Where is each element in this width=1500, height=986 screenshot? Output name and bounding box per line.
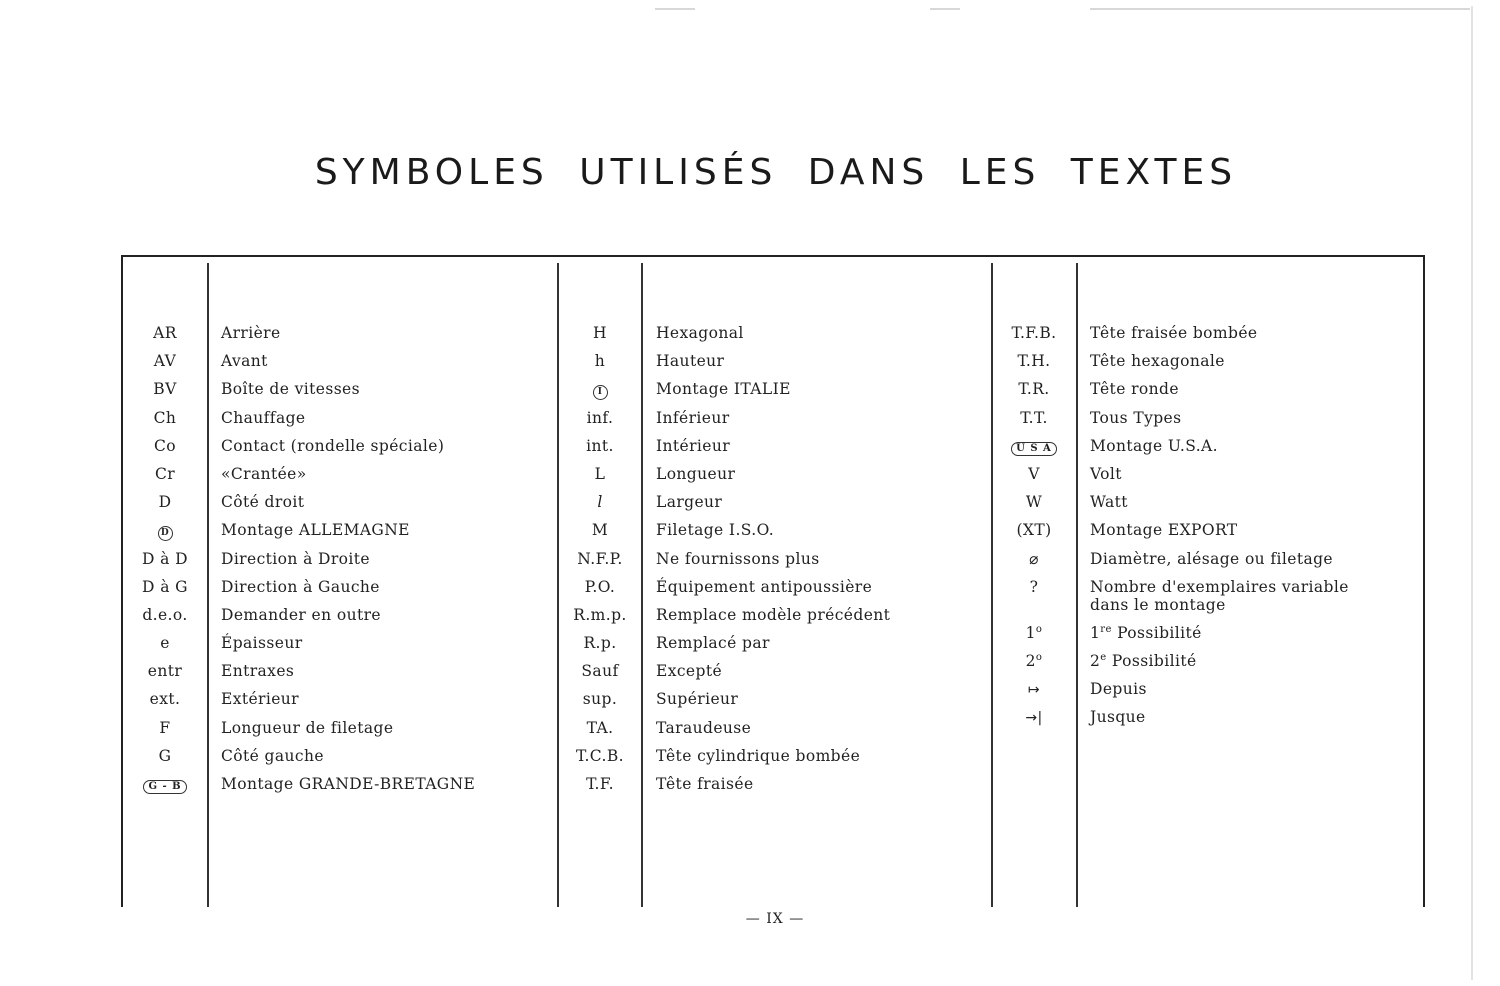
definition-cell: [221, 690, 299, 708]
table-row: [124, 348, 554, 376]
table-row: [124, 630, 554, 658]
symbol-cell: [560, 409, 640, 427]
definition-text: Équipement antipoussière: [656, 577, 873, 596]
symbol-cell: [124, 409, 206, 427]
symbol-cell: [560, 747, 640, 765]
scan-mark: [930, 8, 960, 10]
symbol-cell: [124, 719, 206, 737]
definition-text: Côté gauche: [221, 746, 324, 765]
table-row: [560, 771, 988, 799]
symbol-cell: [994, 409, 1074, 427]
symbol-cell: [124, 380, 206, 398]
symbol-cell: [124, 606, 206, 624]
definition-cell: [656, 437, 730, 455]
definition-text: Contact (rondelle spéciale): [221, 436, 445, 455]
table-row: [994, 517, 1422, 545]
definition-text: Arrière: [221, 324, 281, 342]
symbol-cell: [994, 708, 1074, 726]
table-row: [994, 405, 1422, 433]
symbol-cell: [994, 680, 1074, 698]
table-row: [560, 602, 988, 630]
table-row: [124, 574, 554, 602]
symbol-cell: [994, 324, 1074, 342]
symbol-text: d.e.o.: [142, 605, 188, 624]
definition-cell: [656, 775, 754, 793]
definition-text: Longueur: [656, 464, 736, 483]
definition-text: Filetage I.S.O.: [656, 521, 775, 540]
country-badge: I: [593, 385, 608, 400]
definition-cell: [1090, 493, 1128, 511]
definition-text: Direction à Gauche: [221, 577, 380, 596]
definition-cell: [1090, 380, 1179, 398]
definition-text: Montage U.S.A.: [1090, 436, 1218, 455]
definition-cell: [1090, 465, 1122, 483]
column-divider: [991, 263, 993, 907]
definition-cell: [1090, 324, 1257, 342]
symbol-cell: [124, 690, 206, 708]
definition-cell: [221, 775, 475, 793]
definition-text: Taraudeuse: [656, 718, 752, 737]
definition-cell: [1090, 624, 1202, 642]
symbols-column-1: [124, 320, 554, 799]
definition-text: Tête fraisée bombée: [1090, 324, 1258, 342]
definition-cell: [221, 437, 444, 455]
symbol-text: inf.: [586, 408, 614, 427]
definition-text: Volt: [1090, 464, 1122, 483]
table-row: [124, 602, 554, 630]
symbol-cell: [124, 634, 206, 652]
symbol-text: Co: [154, 436, 176, 455]
table-row: [560, 574, 988, 602]
definition-cell: [1090, 708, 1146, 726]
definition-text: Possibilité: [1106, 652, 1197, 671]
table-row: [560, 489, 988, 517]
symbol-text: BV: [153, 380, 177, 399]
definition-text: Épaisseur: [221, 634, 303, 653]
symbol-cell: [994, 521, 1074, 539]
symbol-text: D à D: [142, 549, 188, 568]
symbol-text: T.F.B.: [1011, 324, 1057, 342]
definition-cell: [221, 493, 304, 511]
definition-text: Largeur: [656, 493, 723, 512]
definition-text: Jusque: [1090, 708, 1146, 727]
arrow-icon: →|: [1025, 710, 1043, 727]
definition-text: Depuis: [1090, 680, 1147, 699]
definition-cell: [221, 465, 307, 483]
definition-cell: [221, 521, 410, 539]
definition-text: Direction à Droite: [221, 549, 370, 568]
symbol-cell: [560, 634, 640, 652]
definition-cell: [1090, 521, 1238, 539]
page-title: SYMBOLES UTILISÉS DANS LES TEXTES: [314, 152, 1238, 193]
definition-cell: [1090, 652, 1197, 670]
table-row: [124, 715, 554, 743]
definition-text-line2: dans le montage: [1090, 595, 1226, 614]
definition-text: Tête cylindrique bombée: [656, 746, 861, 765]
definition-number: 1: [1090, 623, 1101, 642]
definition-cell: [221, 352, 268, 370]
definition-cell: [221, 606, 381, 624]
table-row: [124, 461, 554, 489]
symbol-text: AV: [153, 352, 177, 371]
symbol-text: T.H.: [1017, 352, 1051, 371]
table-row: [560, 517, 988, 545]
scan-mark: [1090, 8, 1470, 10]
table-row: [124, 433, 554, 461]
definition-text: Supérieur: [656, 690, 739, 709]
table-row: [124, 743, 554, 771]
definition-text: Avant: [221, 352, 268, 371]
symbol-text: int.: [586, 436, 614, 455]
symbol-text: W: [1025, 493, 1043, 512]
country-badge: U S A: [1011, 442, 1057, 456]
definition-text: Demander en outre: [221, 605, 381, 624]
country-badge: G - B: [143, 780, 186, 794]
table-row: [994, 489, 1422, 517]
definition-text: Inférieur: [656, 408, 730, 427]
table-row: [994, 348, 1422, 376]
definition-text: Excepté: [656, 662, 723, 681]
table-row: [560, 348, 988, 376]
symbol-cell: [560, 606, 640, 624]
symbol-text: R.p.: [583, 634, 617, 653]
symbol-cell: [560, 719, 640, 737]
definition-cell: [656, 465, 735, 483]
symbol-cell: [124, 493, 206, 511]
definition-text: Montage GRANDE-BRETAGNE: [221, 775, 476, 793]
table-row: [124, 771, 554, 799]
definition-text: Tête hexagonale: [1090, 352, 1225, 371]
definition-cell: [221, 747, 324, 765]
symbol-text: (XT): [1016, 521, 1052, 540]
symbol-cell: [124, 662, 206, 680]
definition-text: Intérieur: [656, 436, 731, 455]
table-row: [560, 658, 988, 686]
symbol-cell: [560, 550, 640, 568]
table-row: [560, 546, 988, 574]
definition-text: Boîte de vitesses: [221, 380, 360, 399]
symbol-cell: [560, 465, 640, 483]
definition-cell: [221, 662, 294, 680]
table-row: [560, 743, 988, 771]
definition-cell: [1090, 578, 1349, 614]
symbol-text: T.F.: [586, 775, 614, 793]
definition-text: Montage ITALIE: [656, 380, 791, 399]
symbol-text: D à G: [142, 577, 188, 596]
definition-cell: [221, 578, 380, 596]
symbol-cell: [560, 578, 640, 596]
symbol-cell: [124, 747, 206, 765]
table-row: [560, 376, 988, 404]
symbol-cell: [124, 352, 206, 370]
table-row: [124, 489, 554, 517]
definition-number: 2: [1090, 652, 1101, 671]
symbol-cell: [124, 775, 206, 794]
symbol-text: ?: [1029, 577, 1039, 596]
definition-text: Hauteur: [656, 352, 725, 371]
symbol-text: TA.: [586, 718, 614, 737]
table-row: [560, 320, 988, 348]
definition-cell: [1090, 680, 1147, 698]
symbol-cell: [994, 352, 1074, 370]
table-row: [994, 546, 1422, 574]
definition-cell: [221, 719, 393, 737]
definition-cell: [656, 380, 791, 398]
symbol-text: Sauf: [581, 662, 619, 681]
symbol-cell: [560, 352, 640, 370]
symbol-cell: [994, 624, 1074, 642]
table-row: [124, 658, 554, 686]
symbol-cell: [560, 380, 640, 400]
table-row: [560, 433, 988, 461]
definition-cell: [221, 409, 305, 427]
definition-cell: [656, 719, 751, 737]
definition-text: «Crantée»: [221, 464, 307, 483]
definition-text: Montage ALLEMAGNE: [221, 521, 410, 540]
definition-text: Montage EXPORT: [1090, 521, 1238, 540]
symbol-text: D: [158, 493, 172, 512]
definition-text: Côté droit: [221, 493, 305, 512]
symbol-text: H: [593, 324, 607, 342]
symbol-text: G: [158, 746, 172, 765]
definition-cell: [221, 324, 281, 342]
symbols-column-3: [994, 320, 1422, 732]
country-badge: D: [158, 526, 173, 541]
table-row: [560, 630, 988, 658]
symbol-cell: [994, 493, 1074, 511]
symbol-cell: [124, 550, 206, 568]
symbol-superscript: o: [1035, 623, 1043, 635]
definition-text: Longueur de filetage: [221, 718, 394, 737]
definition-cell: [1090, 409, 1181, 427]
symbol-cell: [994, 465, 1074, 483]
symbol-text: L: [594, 464, 606, 483]
table-row: [994, 704, 1422, 732]
column-divider: [557, 263, 559, 907]
definition-cell: [221, 634, 303, 652]
symbol-cell: [124, 324, 206, 342]
definition-cell: [656, 662, 722, 680]
symbol-text: P.O.: [584, 577, 616, 596]
definition-text: Tête ronde: [1090, 380, 1179, 399]
table-row: [124, 686, 554, 714]
definition-cell: [656, 690, 738, 708]
definition-text: Diamètre, alésage ou filetage: [1090, 549, 1333, 568]
table-row: [124, 320, 554, 348]
symbol-text: ext.: [149, 690, 181, 709]
definition-text: Tous Types: [1090, 408, 1182, 427]
definition-cell: [656, 634, 770, 652]
symbols-column-2: [560, 320, 988, 799]
table-row: [560, 686, 988, 714]
table-row: [124, 546, 554, 574]
definition-cell: [656, 578, 872, 596]
symbol-text: entr: [147, 662, 183, 681]
definition-cell: [656, 550, 820, 568]
symbol-text: l: [597, 493, 603, 512]
table-row: [994, 433, 1422, 461]
definition-text: Nombre d'exemplaires variable: [1090, 577, 1349, 596]
symbol-text: T.R.: [1018, 380, 1050, 399]
symbol-cell: [994, 578, 1074, 596]
table-row: [994, 376, 1422, 404]
symbol-number: 2: [1025, 652, 1036, 671]
symbol-cell: [560, 521, 640, 539]
table-row: [560, 461, 988, 489]
symbol-cell: [994, 550, 1074, 568]
definition-cell: [656, 606, 890, 624]
table-row: [994, 648, 1422, 676]
table-row: [994, 620, 1422, 648]
table-row: [124, 405, 554, 433]
symbol-text: F: [159, 718, 171, 737]
symbol-text: T.C.B.: [576, 746, 624, 765]
definition-text: Remplacé par: [656, 634, 770, 653]
symbol-cell: [994, 380, 1074, 398]
symbol-text: T.T.: [1020, 408, 1048, 427]
symbol-text: V: [1028, 464, 1040, 483]
symbol-cell: [124, 465, 206, 483]
symbol-cell: [560, 690, 640, 708]
definition-cell: [1090, 550, 1333, 568]
symbol-text: ⌀: [1029, 549, 1039, 568]
table-row: [560, 715, 988, 743]
definition-text: Remplace modèle précédent: [656, 605, 891, 624]
definition-cell: [656, 493, 722, 511]
definition-cell: [221, 380, 360, 398]
symbol-superscript: o: [1035, 651, 1043, 663]
definition-cell: [656, 521, 774, 539]
definition-superscript: e: [1100, 651, 1107, 663]
definition-text: Chauffage: [221, 408, 306, 427]
symbol-number: 1: [1025, 623, 1036, 642]
symbol-cell: [994, 437, 1074, 456]
definition-text: Entraxes: [221, 662, 295, 681]
scan-mark: [655, 8, 695, 10]
symbol-text: Ch: [153, 408, 177, 427]
definition-text: Extérieur: [221, 690, 299, 709]
symbol-cell: [560, 493, 640, 511]
arrow-icon: ↦: [1027, 682, 1041, 699]
definition-cell: [221, 550, 370, 568]
symbol-cell: [124, 578, 206, 596]
symbol-text: e: [160, 634, 170, 653]
table-row: [124, 376, 554, 404]
definition-text: Hexagonal: [656, 324, 744, 342]
definition-cell: [656, 352, 724, 370]
definition-cell: [656, 409, 730, 427]
definition-text: Tête fraisée: [656, 775, 754, 793]
definition-cell: [656, 324, 744, 342]
symbol-cell: [560, 437, 640, 455]
definition-cell: [656, 747, 860, 765]
symbol-cell: [560, 324, 640, 342]
table-row: [994, 574, 1422, 620]
symbol-text: M: [591, 521, 609, 540]
symbol-cell: [124, 437, 206, 455]
definition-text: Possibilité: [1111, 623, 1202, 642]
definition-cell: [1090, 352, 1225, 370]
definition-cell: [1090, 437, 1218, 455]
symbol-text: sup.: [582, 690, 618, 709]
symbol-text: AR: [153, 324, 177, 342]
table-row: [994, 676, 1422, 704]
table-row: [560, 405, 988, 433]
symbol-text: Cr: [154, 464, 176, 483]
table-row: [994, 320, 1422, 348]
definition-superscript: re: [1100, 623, 1112, 635]
definition-text: Watt: [1090, 493, 1128, 512]
symbol-text: R.m.p.: [573, 605, 627, 624]
symbol-cell: [994, 652, 1074, 670]
symbol-text: h: [594, 352, 606, 371]
page-number: — IX —: [745, 911, 805, 927]
table-row: [124, 517, 554, 545]
symbol-cell: [560, 662, 640, 680]
symbol-text: N.F.P.: [577, 549, 623, 568]
table-row: [994, 461, 1422, 489]
symbol-cell: [560, 775, 640, 793]
definition-text: Ne fournissons plus: [656, 549, 820, 568]
symbol-cell: [124, 521, 206, 541]
